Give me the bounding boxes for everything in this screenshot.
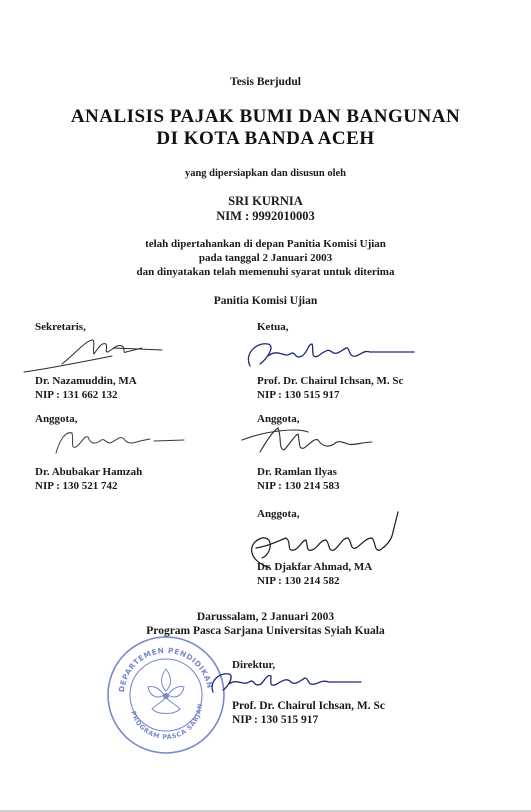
member2-name: Dr. Ramlan Ilyas <box>257 466 337 478</box>
secretary-signature <box>22 334 172 376</box>
chair-nip: NIP : 130 515 917 <box>257 389 340 401</box>
member2-nip: NIP : 130 214 583 <box>257 480 340 492</box>
svg-text:PROGRAM PASCA SARJANA: PROGRAM PASCA SARJAN <box>129 702 205 742</box>
secretary-role: Sekretaris, <box>35 321 86 333</box>
author-name: SRI KURNIA <box>228 194 303 208</box>
secretary-name: Dr. Nazamuddin, MA <box>35 375 137 387</box>
director-role: Direktur, <box>232 659 276 671</box>
chair-name: Prof. Dr. Chairul Ichsan, M. Sc <box>257 375 404 387</box>
chair-signature <box>238 336 418 372</box>
director-signature <box>205 668 365 698</box>
member1-name: Dr. Abubakar Hamzah <box>35 466 143 478</box>
author-nim: NIM : 9992010003 <box>216 209 315 223</box>
member1-nip: NIP : 130 521 742 <box>35 480 118 492</box>
defense-line-2: pada tanggal 2 Januari 2003 <box>198 252 333 264</box>
member1-role: Anggota, <box>35 413 78 425</box>
chair-role: Ketua, <box>257 321 289 333</box>
secretary-nip: NIP : 131 662 132 <box>35 389 118 401</box>
member3-name: Dr. Djakfar Ahmad, MA <box>257 561 373 573</box>
prepared-by-text: yang dipersiapkan dan disusun oleh <box>184 168 347 179</box>
defense-line-1: telah dipertahankan di depan Panitia Komisi Ujian <box>145 238 386 250</box>
director-nip: NIP : 130 515 917 <box>232 714 319 726</box>
thesis-title-line2: DI KOTA BANDA ACEH <box>156 128 375 149</box>
committee-heading: Panitia Komisi Ujian <box>213 295 318 307</box>
director-name: Prof. Dr. Chairul Ichsan, M. Sc <box>232 700 386 712</box>
member2-signature <box>238 418 378 462</box>
defense-line-3: dan dinyatakan telah memenuhi syarat untuk diterima <box>136 266 395 278</box>
program-name: Program Pasca Sarjana Universitas Syiah Kuala <box>146 625 385 637</box>
place-date: Darussalam, 2 Januari 2003 <box>196 611 335 623</box>
member1-signature <box>50 425 190 459</box>
member3-role: Anggota, <box>257 508 300 520</box>
member3-nip: NIP : 130 214 582 <box>257 575 340 587</box>
thesis-label: Tesis Berjudul <box>230 76 301 88</box>
svg-text:DEPARTEMEN PENDIDIKAN NASIONAL: DEPARTEMEN PENDIDIKAN <box>117 645 215 693</box>
member2-role: Anggota, <box>257 413 300 425</box>
thesis-title-line1: ANALISIS PAJAK BUMI DAN BANGUNAN <box>70 106 461 127</box>
